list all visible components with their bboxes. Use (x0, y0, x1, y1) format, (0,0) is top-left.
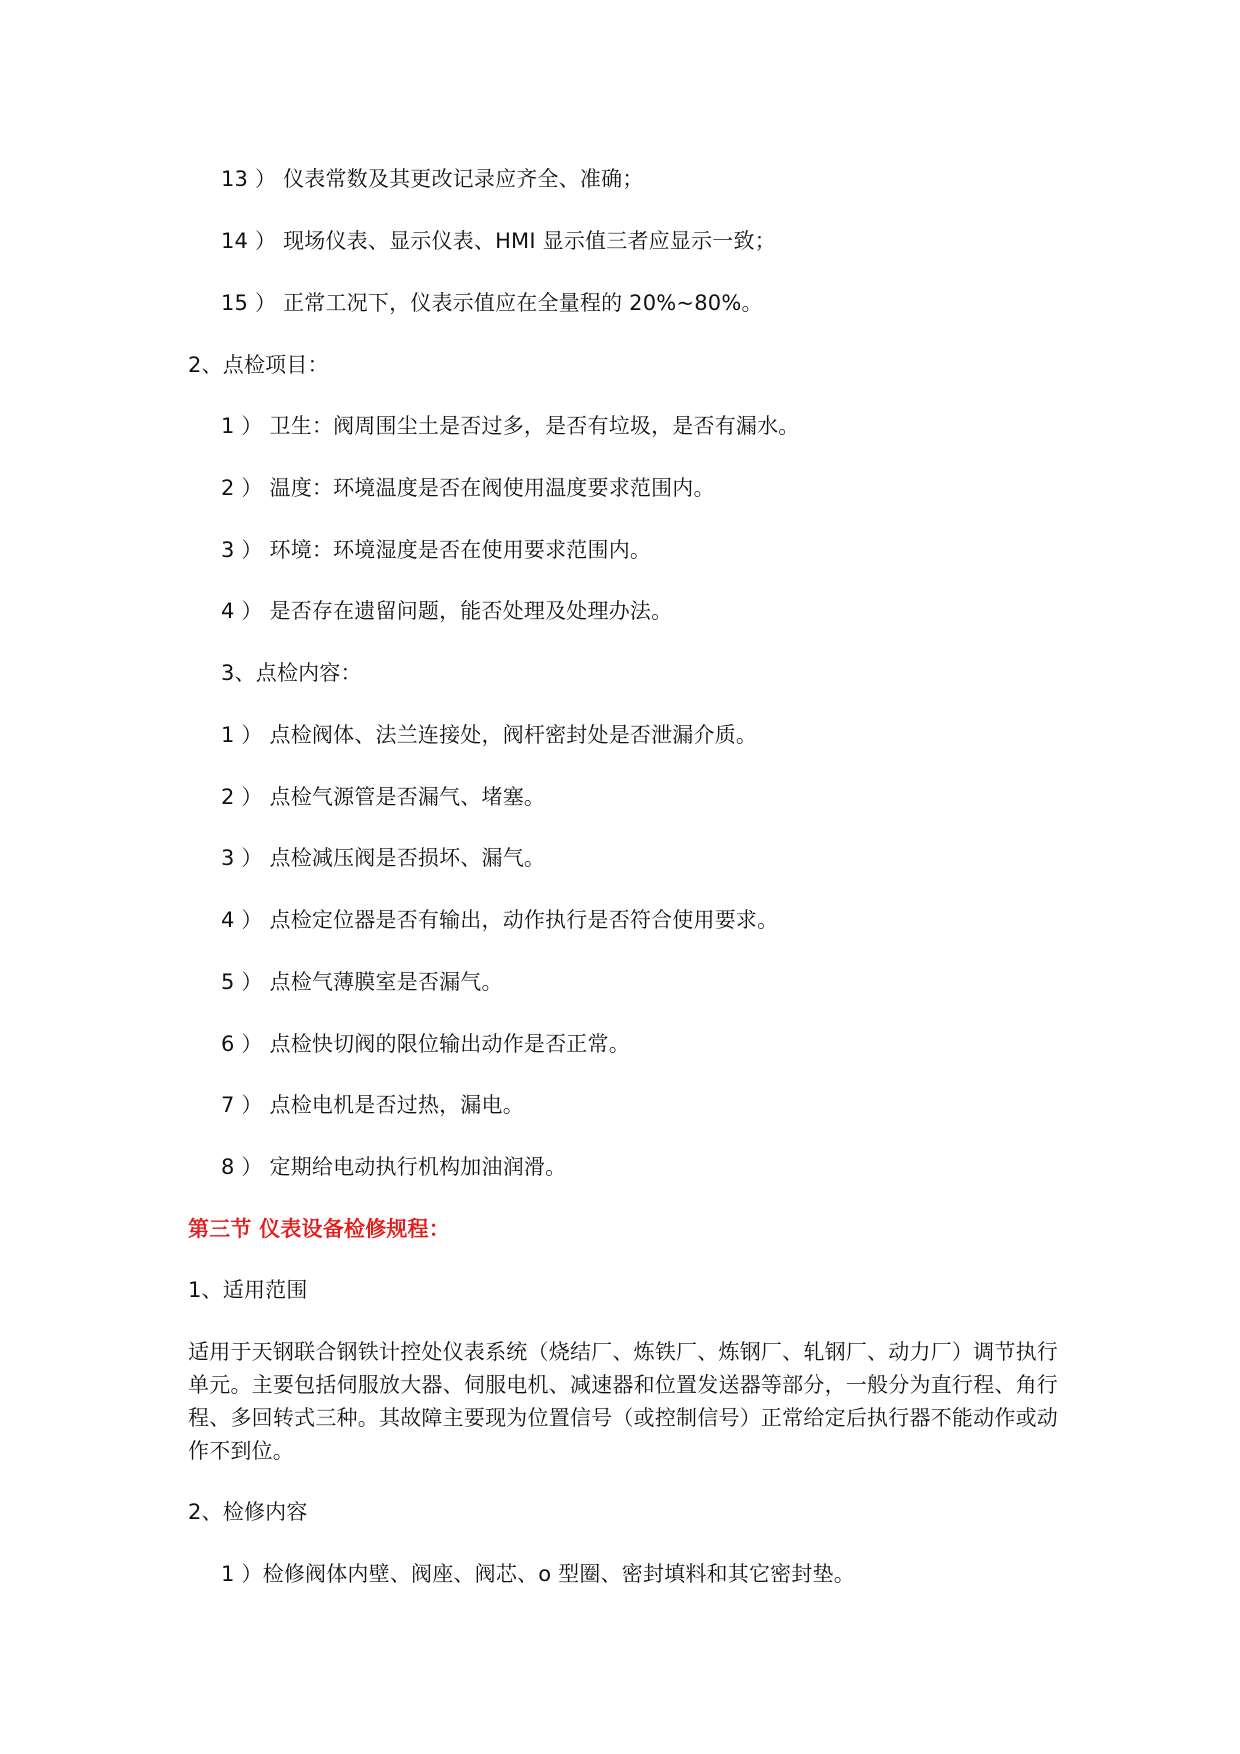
content-item-1: 1 ） 点检阀体、法兰连接处，阀杆密封处是否泄漏介质。 (221, 723, 758, 747)
list-item-14: 14 ） 现场仪表、显示仪表、HMI 显示值三者应显示一致； (221, 229, 776, 253)
list-item-13: 13 ） 仪表常数及其更改记录应齐全、准确； (221, 167, 644, 191)
section-title-inspection-content: 3、点检内容： (221, 661, 362, 685)
inspection-item-hygiene: 1 ） 卫生：阀周围尘土是否过多，是否有垃圾，是否有漏水。 (221, 414, 800, 438)
content-item-4: 4 ） 点检定位器是否有输出，动作执行是否符合使用要求。 (221, 908, 779, 932)
section-title-inspection-items: 2、点检项目： (188, 353, 329, 377)
content-item-5: 5 ） 点检气薄膜室是否漏气。 (221, 970, 503, 994)
inspection-item-legacy-issues: 4 ） 是否存在遗留问题，能否处理及处理办法。 (221, 599, 673, 623)
content-item-7: 7 ） 点检电机是否过热，漏电。 (221, 1093, 524, 1117)
repair-item-1: 1 ）检修阀体内壁、阀座、阀芯、o 型圈、密封填料和其它密封垫。 (221, 1562, 855, 1586)
content-item-3: 3 ） 点检减压阀是否损坏、漏气。 (221, 846, 546, 870)
inspection-item-temperature: 2 ） 温度：环境温度是否在阀使用温度要求范围内。 (221, 476, 715, 500)
section-title-repair-content: 2、检修内容 (188, 1500, 308, 1524)
content-item-6: 6 ） 点检快切阀的限位输出动作是否正常。 (221, 1032, 630, 1056)
inspection-item-environment: 3 ） 环境：环境湿度是否在使用要求范围内。 (221, 538, 652, 562)
content-item-2: 2 ） 点检气源管是否漏气、堵塞。 (221, 785, 546, 809)
section-title-scope: 1、适用范围 (188, 1278, 308, 1302)
scope-paragraph: 适用于天钢联合钢铁计控处仪表系统（烧结厂、炼铁厂、炼钢厂、轧钢厂、动力厂）调节执行单元。主要包括伺服放大器、伺服电机、减速器和位置发送器等部分，一般分为直行程、角行程、多回转式三种。其故障主要现为位置信号（或控制信号）正常给定后执行器不能动作或动作不到位。 (188, 1340, 1058, 1463)
content-item-8: 8 ） 定期给电动执行机构加油润滑。 (221, 1155, 567, 1179)
list-item-15: 15 ） 正常工况下，仪表示值应在全量程的 20%~80%。 (221, 291, 763, 315)
chapter-heading: 第三节 仪表设备检修规程： (188, 1217, 450, 1241)
